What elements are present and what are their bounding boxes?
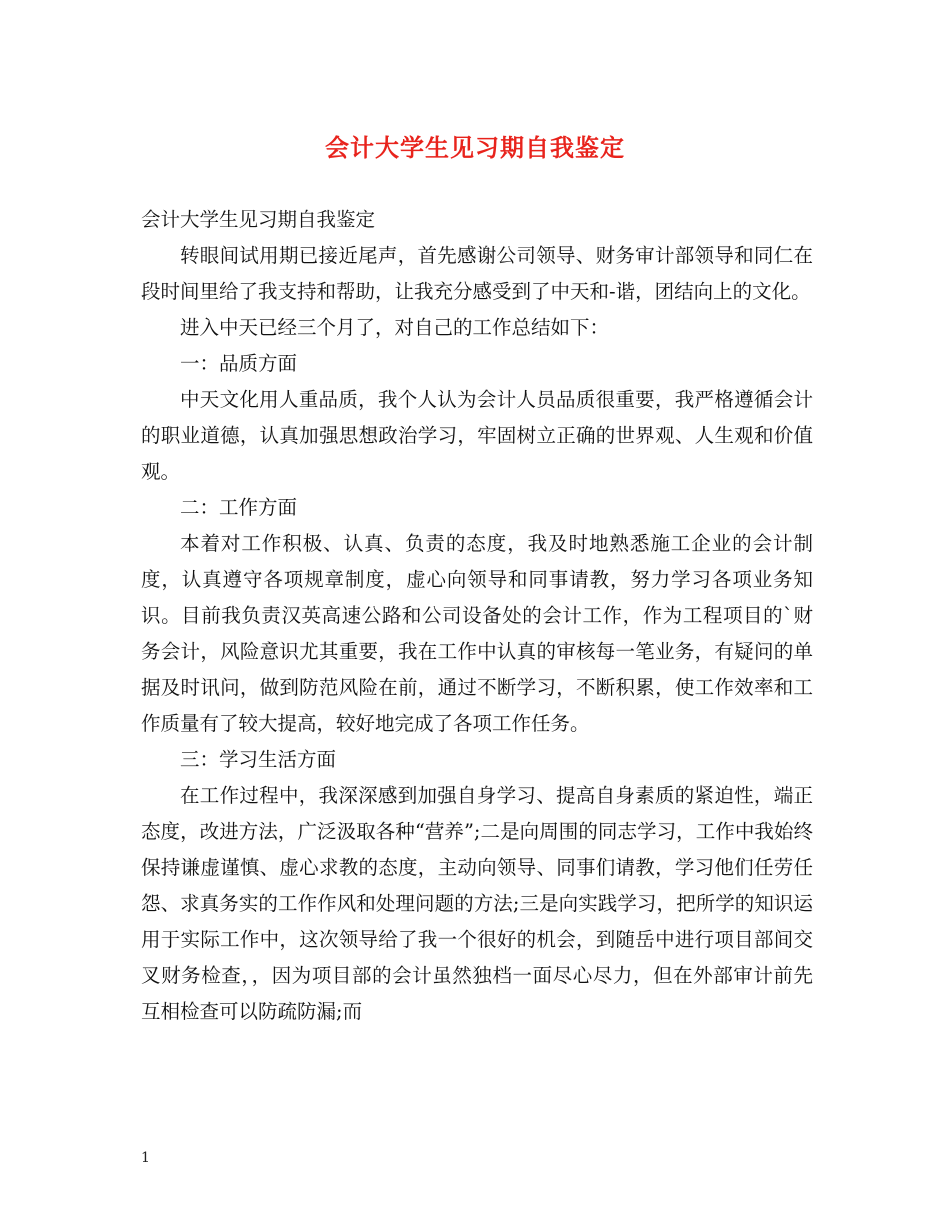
page-number: 1 [141,1150,150,1166]
section-heading: 一：品质方面 [180,352,298,375]
section-heading: 二：工作方面 [180,496,298,519]
document-title: 会计大学生见习期自我鉴定 [325,133,625,162]
document-body [141,202,813,1030]
paragraph: 在工作过程中，我深深感到加强自身学习、提高自身素质的紧迫性，端正态度，改进方法，广泛汲取各种“营养”;二是向周围的同志学习，工作中我始终保持谦虚谨慎、虚心求教的态度，主动向领导、同事们请教，学习他们任劳任怨、求真务实的工作作风和处理问题的方法;三是向实践学习，把所学的知识运用于实际工作中，这次领导给了我一个很好的机会，到随岳中进行项目部间交叉财务检查，，因为项目部的会计虽然独档一面尽心尽力，但在外部审计前先互相检查可以防疏防漏;而 [141,784,813,1023]
paragraph: 转眼间试用期已接近尾声，首先感谢公司领导、财务审计部领导和同仁在段时间里给了我支持和帮助，让我充分感受到了中天和-谐，团结向上的文化。 [141,244,813,303]
paragraph: 进入中天已经三个月了，对自己的工作总结如下： [180,316,610,339]
paragraph: 会计大学生见习期自我鉴定 [141,208,376,231]
section-heading: 三：学习生活方面 [180,748,337,771]
paragraph: 中天文化用人重品质，我个人认为会计人员品质很重要，我严格遵循会计的职业道德，认真加强思想政治学习，牢固树立正确的世界观、人生观和价值观。 [141,388,813,483]
paragraph: 本着对工作积极、认真、负责的态度，我及时地熟悉施工企业的会计制度，认真遵守各项规章制度，虚心向领导和同事请教，努力学习各项业务知识。目前我负责汉英高速公路和公司设备处的会计工作，作为工程项目的`财务会计，风险意识尤其重要，我在工作中认真的审核每一笔业务，有疑问的单据及时讯问，做到防范风险在前，通过不断学习，不断积累，使工作效率和工作质量有了较大提高，较好地完成了各项工作任务。 [141,532,813,735]
